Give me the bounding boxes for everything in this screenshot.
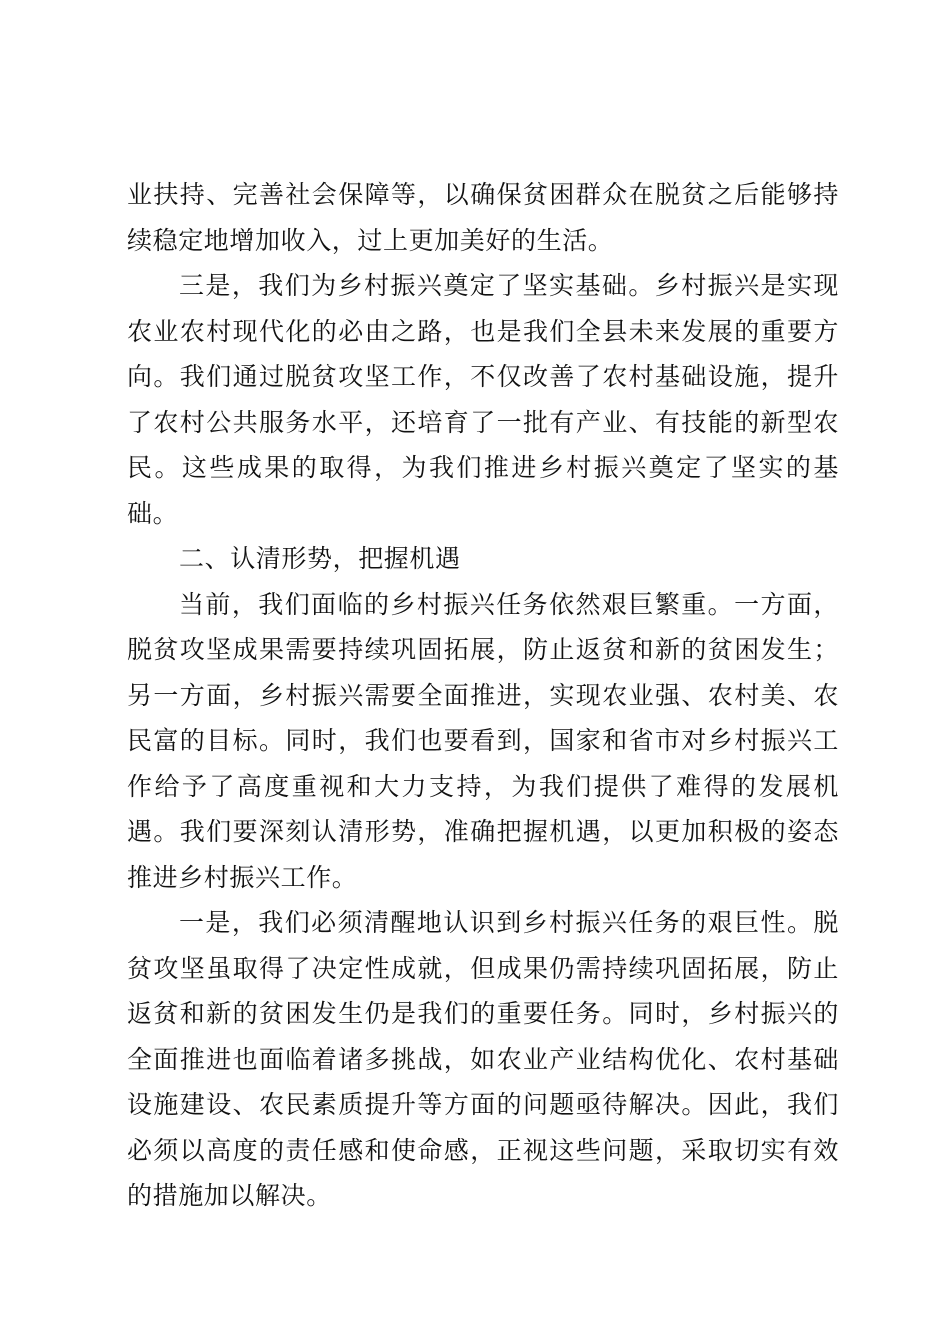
paragraph-continuation: 业扶持、完善社会保障等，以确保贫困群众在脱贫之后能够持续稳定地增加收入，过上更加美好的生活。 — [127, 180, 839, 255]
document-body — [127, 172, 839, 1219]
paragraph-point-three: 三是，我们为乡村振兴奠定了坚实基础。乡村振兴是实现农业农村现代化的必由之路，也是我们全县未来发展的重要方向。我们通过脱贫攻坚工作，不仅改善了农村基础设施，提升了农村公共服务水平，还培育了一批有产业、有技能的新型农民。这些成果的取得，为我们推进乡村振兴奠定了坚实的基础。 — [127, 271, 839, 528]
paragraph-situation: 当前，我们面临的乡村振兴任务依然艰巨繁重。一方面，脱贫攻坚成果需要持续巩固拓展，防止返贫和新的贫困发生；另一方面，乡村振兴需要全面推进，实现农业强、农村美、农民富的目标。同时，我们也要看到，国家和省市对乡村振兴工作给予了高度重视和大力支持，为我们提供了难得的发展机遇。我们要深刻认清形势，准确把握机遇，以更加积极的姿态推进乡村振兴工作。 — [127, 589, 839, 892]
paragraph-point-one: 一是，我们必须清醒地认识到乡村振兴任务的艰巨性。脱贫攻坚虽取得了决定性成就，但成果仍需持续巩固拓展，防止返贫和新的贫困发生仍是我们的重要任务。同时，乡村振兴的全面推进也面临着诸多挑战，如农业产业结构优化、农村基础设施建设、农民素质提升等方面的问题亟待解决。因此，我们必须以高度的责任感和使命感，正视这些问题，采取切实有效的措施加以解决。 — [127, 908, 839, 1210]
section-heading-two: 二、认清形势，把握机遇 — [179, 544, 461, 573]
